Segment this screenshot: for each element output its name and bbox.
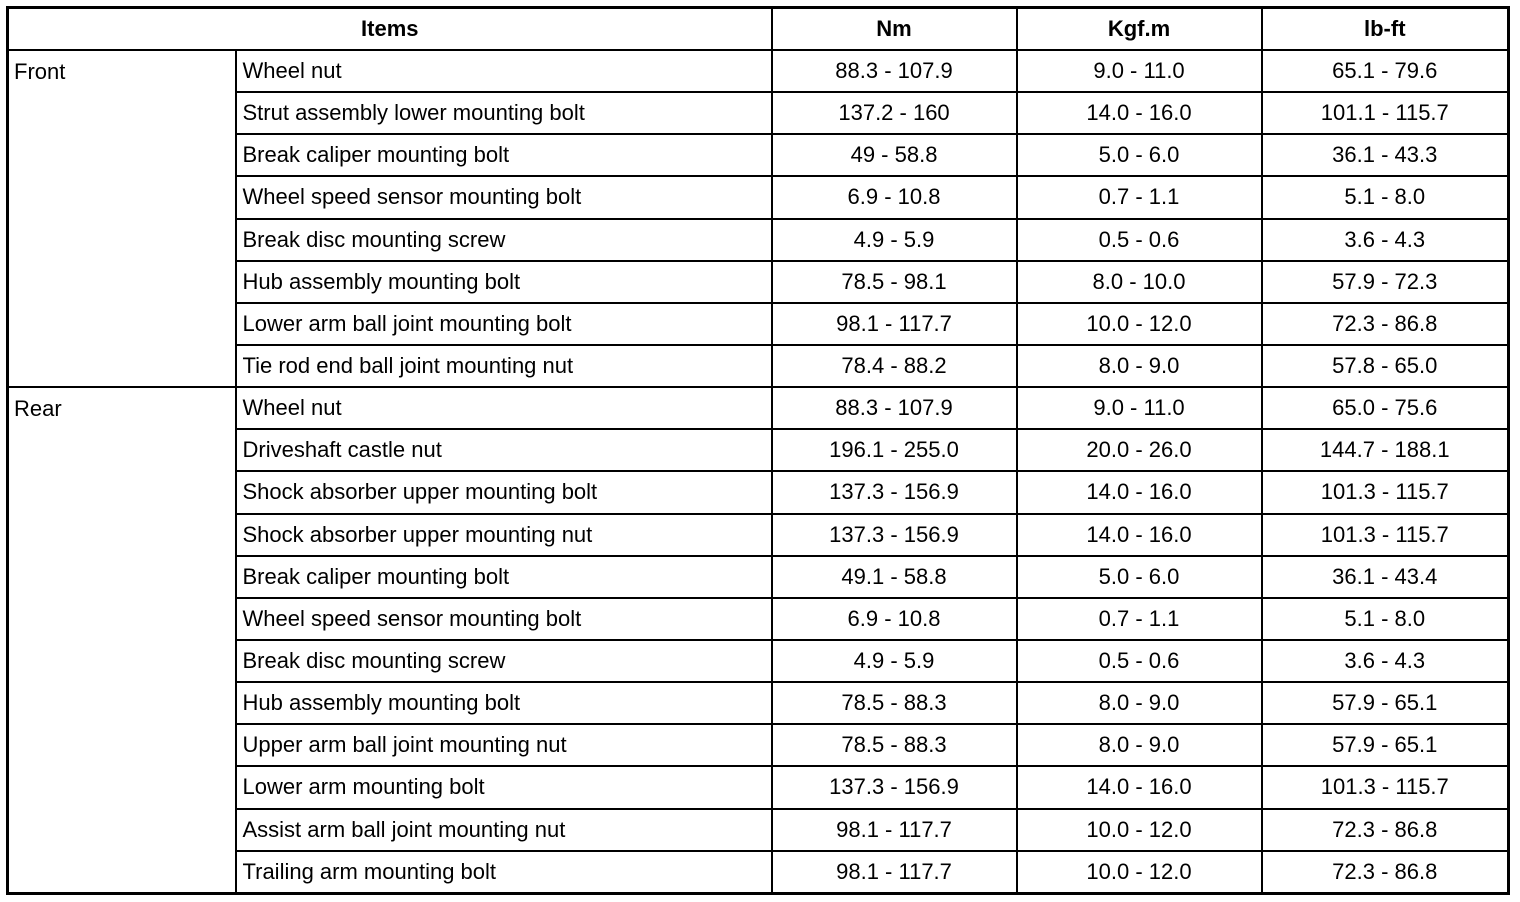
nm-value-cell: 49.1 - 58.8 <box>772 556 1017 598</box>
item-name-cell: Wheel speed sensor mounting bolt <box>236 598 772 640</box>
kgfm-value-cell: 5.0 - 6.0 <box>1017 556 1262 598</box>
lbft-value-cell: 3.6 - 4.3 <box>1262 219 1509 261</box>
lbft-value-cell: 72.3 - 86.8 <box>1262 851 1509 894</box>
item-name-cell: Wheel nut <box>236 50 772 92</box>
lbft-value-cell: 57.9 - 72.3 <box>1262 261 1509 303</box>
nm-value-cell: 196.1 - 255.0 <box>772 429 1017 471</box>
nm-value-cell: 4.9 - 5.9 <box>772 640 1017 682</box>
item-name-cell: Hub assembly mounting bolt <box>236 261 772 303</box>
header-row <box>8 8 1509 51</box>
lbft-value-cell: 36.1 - 43.4 <box>1262 556 1509 598</box>
lbft-value-cell: 101.3 - 115.7 <box>1262 471 1509 513</box>
item-name-cell: Strut assembly lower mounting bolt <box>236 92 772 134</box>
lbft-value-cell: 72.3 - 86.8 <box>1262 303 1509 345</box>
kgfm-value-cell: 10.0 - 12.0 <box>1017 303 1262 345</box>
item-name-cell: Upper arm ball joint mounting nut <box>236 724 772 766</box>
nm-value-cell: 78.4 - 88.2 <box>772 345 1017 387</box>
item-name-cell: Wheel nut <box>236 387 772 429</box>
item-name-cell: Shock absorber upper mounting nut <box>236 514 772 556</box>
nm-value-cell: 6.9 - 10.8 <box>772 598 1017 640</box>
nm-value-cell: 78.5 - 88.3 <box>772 682 1017 724</box>
lbft-value-cell: 57.9 - 65.1 <box>1262 682 1509 724</box>
nm-value-cell: 6.9 - 10.8 <box>772 176 1017 218</box>
nm-value-cell: 88.3 - 107.9 <box>772 50 1017 92</box>
lbft-value-cell: 57.8 - 65.0 <box>1262 345 1509 387</box>
lbft-value-cell: 3.6 - 4.3 <box>1262 640 1509 682</box>
lbft-value-cell: 57.9 - 65.1 <box>1262 724 1509 766</box>
lbft-value-cell: 36.1 - 43.3 <box>1262 134 1509 176</box>
group-label-rear: Rear <box>8 387 236 893</box>
kgfm-value-cell: 5.0 - 6.0 <box>1017 134 1262 176</box>
nm-value-cell: 98.1 - 117.7 <box>772 851 1017 894</box>
item-name-cell: Break caliper mounting bolt <box>236 556 772 598</box>
nm-value-cell: 49 - 58.8 <box>772 134 1017 176</box>
kgfm-value-cell: 8.0 - 10.0 <box>1017 261 1262 303</box>
kgfm-value-cell: 0.5 - 0.6 <box>1017 219 1262 261</box>
kgfm-value-cell: 10.0 - 12.0 <box>1017 851 1262 894</box>
nm-value-cell: 137.3 - 156.9 <box>772 766 1017 808</box>
kgfm-value-cell: 0.5 - 0.6 <box>1017 640 1262 682</box>
kgfm-value-cell: 14.0 - 16.0 <box>1017 92 1262 134</box>
nm-value-cell: 98.1 - 117.7 <box>772 303 1017 345</box>
item-name-cell: Wheel speed sensor mounting bolt <box>236 176 772 218</box>
table-body <box>8 50 1509 894</box>
kgfm-value-cell: 0.7 - 1.1 <box>1017 176 1262 218</box>
lbft-value-cell: 5.1 - 8.0 <box>1262 598 1509 640</box>
item-name-cell: Tie rod end ball joint mounting nut <box>236 345 772 387</box>
lbft-value-cell: 72.3 - 86.8 <box>1262 809 1509 851</box>
header-lbft: lb-ft <box>1262 8 1509 51</box>
item-name-cell: Break caliper mounting bolt <box>236 134 772 176</box>
table-row <box>8 387 1509 429</box>
item-name-cell: Shock absorber upper mounting bolt <box>236 471 772 513</box>
kgfm-value-cell: 8.0 - 9.0 <box>1017 345 1262 387</box>
lbft-value-cell: 65.0 - 75.6 <box>1262 387 1509 429</box>
kgfm-value-cell: 0.7 - 1.1 <box>1017 598 1262 640</box>
item-name-cell: Assist arm ball joint mounting nut <box>236 809 772 851</box>
group-label-front: Front <box>8 50 236 387</box>
kgfm-value-cell: 9.0 - 11.0 <box>1017 387 1262 429</box>
item-name-cell: Hub assembly mounting bolt <box>236 682 772 724</box>
nm-value-cell: 4.9 - 5.9 <box>772 219 1017 261</box>
lbft-value-cell: 101.3 - 115.7 <box>1262 766 1509 808</box>
table-row <box>8 50 1509 92</box>
item-name-cell: Driveshaft castle nut <box>236 429 772 471</box>
kgfm-value-cell: 10.0 - 12.0 <box>1017 809 1262 851</box>
nm-value-cell: 137.3 - 156.9 <box>772 471 1017 513</box>
header-kgfm: Kgf.m <box>1017 8 1262 51</box>
lbft-value-cell: 101.1 - 115.7 <box>1262 92 1509 134</box>
item-name-cell: Break disc mounting screw <box>236 640 772 682</box>
nm-value-cell: 98.1 - 117.7 <box>772 809 1017 851</box>
nm-value-cell: 78.5 - 98.1 <box>772 261 1017 303</box>
lbft-value-cell: 101.3 - 115.7 <box>1262 514 1509 556</box>
item-name-cell: Break disc mounting screw <box>236 219 772 261</box>
nm-value-cell: 78.5 - 88.3 <box>772 724 1017 766</box>
kgfm-value-cell: 8.0 - 9.0 <box>1017 724 1262 766</box>
header-items: Items <box>8 8 772 51</box>
kgfm-value-cell: 14.0 - 16.0 <box>1017 514 1262 556</box>
kgfm-value-cell: 14.0 - 16.0 <box>1017 471 1262 513</box>
item-name-cell: Lower arm mounting bolt <box>236 766 772 808</box>
lbft-value-cell: 5.1 - 8.0 <box>1262 176 1509 218</box>
item-name-cell: Lower arm ball joint mounting bolt <box>236 303 772 345</box>
nm-value-cell: 137.3 - 156.9 <box>772 514 1017 556</box>
nm-value-cell: 137.2 - 160 <box>772 92 1017 134</box>
lbft-value-cell: 144.7 - 188.1 <box>1262 429 1509 471</box>
kgfm-value-cell: 9.0 - 11.0 <box>1017 50 1262 92</box>
item-name-cell: Trailing arm mounting bolt <box>236 851 772 894</box>
kgfm-value-cell: 8.0 - 9.0 <box>1017 682 1262 724</box>
torque-spec-table <box>6 6 1510 895</box>
kgfm-value-cell: 20.0 - 26.0 <box>1017 429 1262 471</box>
header-nm: Nm <box>772 8 1017 51</box>
lbft-value-cell: 65.1 - 79.6 <box>1262 50 1509 92</box>
nm-value-cell: 88.3 - 107.9 <box>772 387 1017 429</box>
kgfm-value-cell: 14.0 - 16.0 <box>1017 766 1262 808</box>
